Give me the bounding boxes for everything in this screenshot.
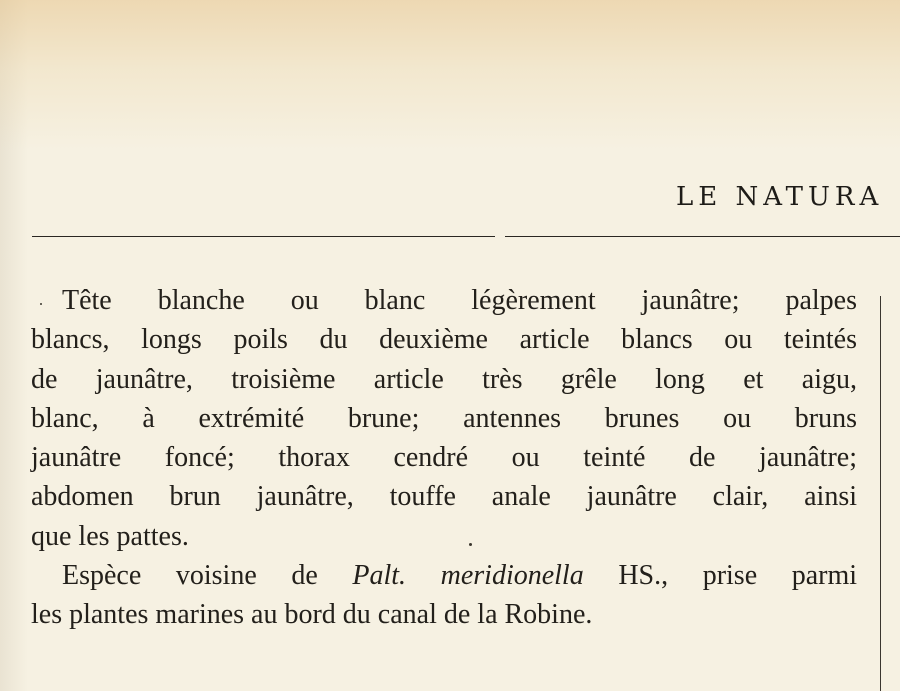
species-name: Palt. meridionella (352, 560, 584, 592)
text-line: Tête blanche ou blanc légèrement jaunâtre; palpes (62, 285, 857, 316)
body-text (31, 281, 857, 635)
text-line: abdomen brun jaunâtre, touffe anale jaunâtre clair, ainsi (31, 481, 857, 513)
text-line: blancs, longs poils du deuxième article blancs ou teintés (31, 324, 857, 356)
text-segment: HS., prise parmi (618, 560, 858, 592)
text-line: les plantes marines au bord du canal de la Robine. (31, 599, 593, 631)
header-rule-left (32, 236, 495, 237)
text-segment: Espèce voisine de (62, 560, 318, 592)
text-line: jaunâtre foncé; thorax cendré ou teinté de jaunâtre; (31, 442, 857, 474)
text-line: blanc, à extrémité brune; antennes brunes ou bruns (31, 402, 857, 434)
header-rule-right (505, 236, 900, 237)
column-rule (880, 296, 881, 691)
running-head: LE NATURA (676, 182, 884, 212)
text-line: que les pattes. (31, 520, 189, 552)
text-line-species (31, 556, 857, 595)
ink-speck (469, 543, 472, 546)
ink-speck (40, 303, 42, 305)
text-line: de jaunâtre, troisième article très grêle long et aigu, (31, 363, 857, 395)
